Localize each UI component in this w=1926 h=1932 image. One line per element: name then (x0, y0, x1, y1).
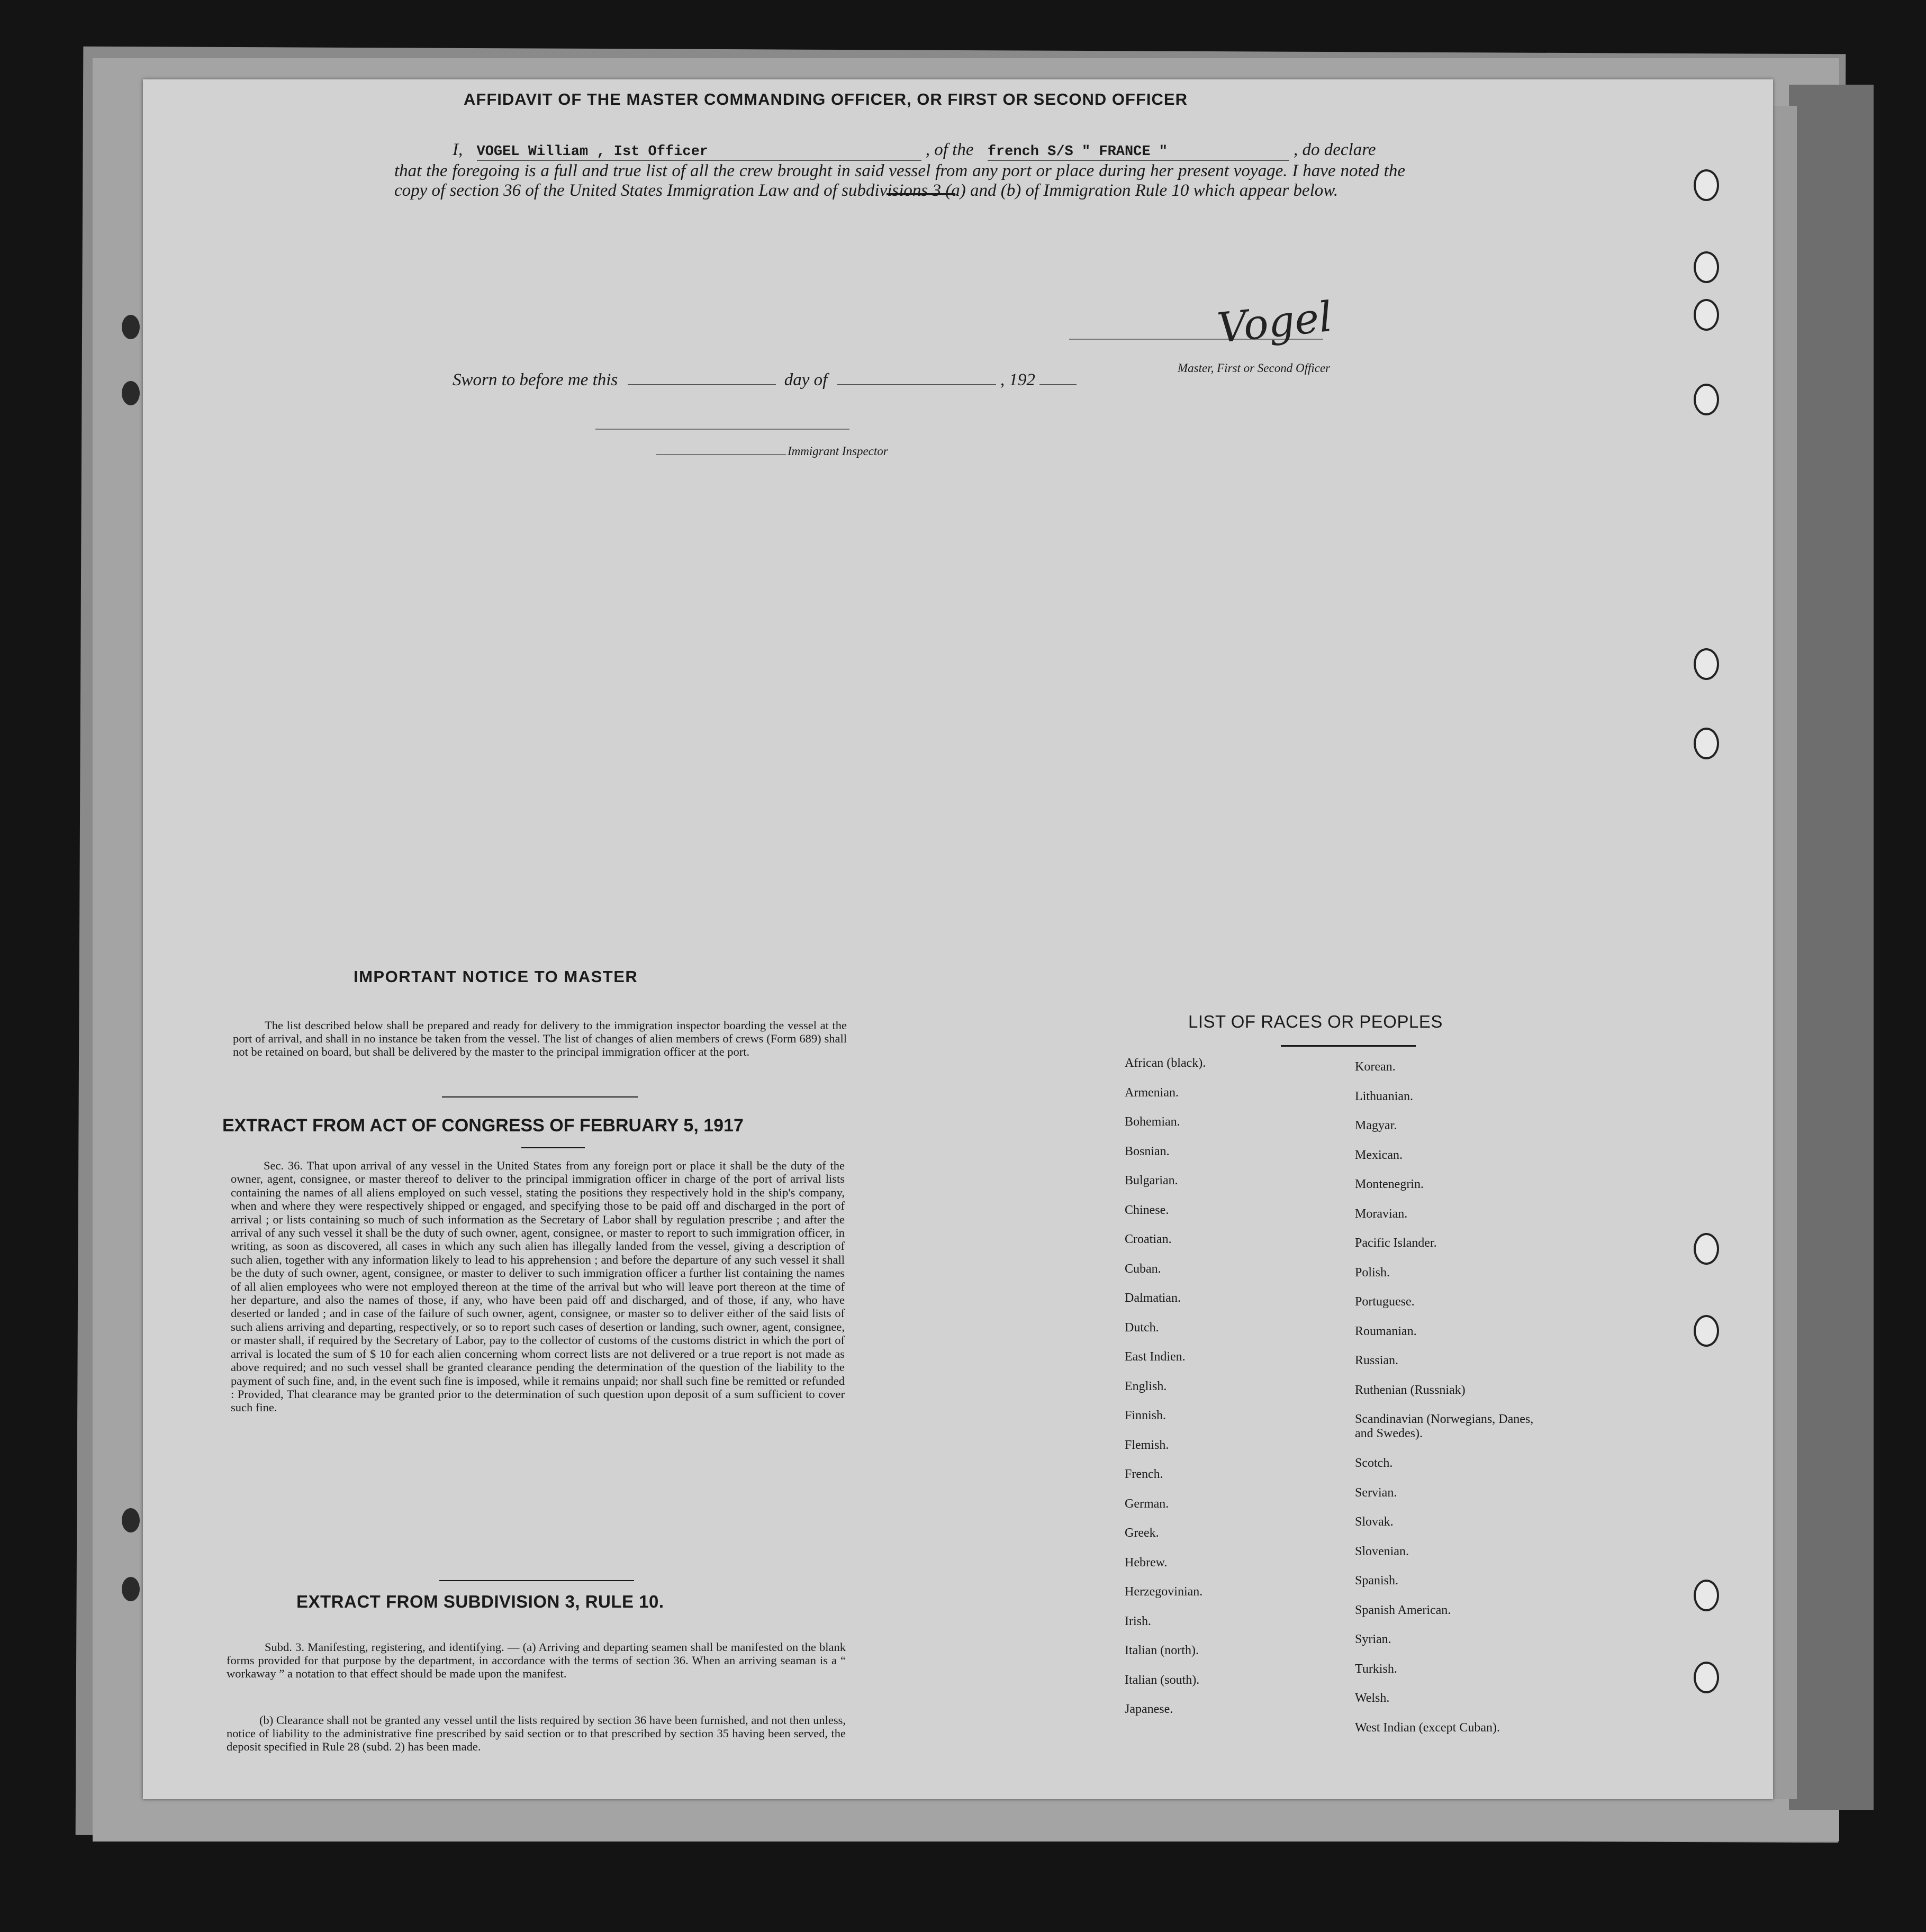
race-item: Italian (north). (1125, 1644, 1199, 1657)
race-item: Dutch. (1125, 1320, 1159, 1335)
races-title: LIST OF RACES OR PEOPLES (1188, 1012, 1443, 1031)
race-item: African (black). (1125, 1056, 1206, 1070)
affidavit-body: that the foregoing is a full and true list of all the crew brought in said vessel from any port or place during her present voyage. I have noted the copy of section 36 of the United States Immigration Law and of subdivisions 3 (a) and (b) of Immigration Rule 10 which appear below. (394, 161, 1405, 200)
race-item: Mexican. (1355, 1148, 1403, 1162)
vessel-field (988, 140, 1289, 161)
race-item: East Indien. (1125, 1350, 1186, 1364)
race-item: Irish. (1125, 1614, 1151, 1628)
inspector-caption: Immigrant Inspector (788, 445, 888, 458)
vessel-name: french S/S " FRANCE " (987, 144, 1168, 160)
notice-body: The list described below shall be prepared and ready for delivery to the immigration inspector boarding the vessel at the port of arrival, and shall in no instance be taken from the vessel. The list of changes of alien members of crews (Form 689) shall not be retained on board, but shall be delivered by the master to the principal immigration officer at the port. (233, 1019, 847, 1058)
inspector-caption-line (656, 454, 786, 455)
act-extract-body: Sec. 36. That upon arrival of any vessel in the United States from any foreign port or place it shall be the duty of the owner, agent, consignee, or master thereof to deliver to the principal immigration officer in charge of the port of arrival lists containing the names of all aliens employed on such vessel, stating the positions they respectively hold in the ship's company, when and where they were respectively shipped or engaged, and specifying those to be paid off and discharged in the port of arrival ; or lists containing so much of such information as the Secretary of Labor shall by regulation prescribe ; and after the arrival of any such vessel it shall be the duty of such owner, agent, consignee, or master to report to such immigration officer, in writing, as soon as discovered, all cases in which any such alien has illegally landed from the vessel, giving a description of such alien, together with any information likely to lead to his apprehension ; and before the departure of any such vessel it shall be the duty of such owner, agent, consignee, or master to deliver to such immigration officer a further list containing the names of all alien employees who were not employed thereon at the time of the arrival but who will leave port thereon at the time of her departure, and also the names of those, if any, who have been paid off and discharged, and of those, if any, who have deserted or landed ; and in case of the failure of such owner, agent, consignee, or master so to deliver either of the said lists of such aliens arriving and departing, respectively, or so to report such cases of desertion or landing, such owner, agent, consignee, or master shall, if required by the Secretary of Labor, pay to the collector of customs of the customs district in which the port of arrival is located the sum of $ 10 for each alien concerning whom correct lists are not delivered or a true report is not made as above required; and no such vessel shall be granted clearance pending the determination of the question of the liability to the payment of such fine, and, in the event such fine is imposed, while it remains unpaid; nor shall such fine be remitted or refunded : Provided, That clearance may be granted prior to the determination of such question upon deposit of a sum sufficient to cover such fine. (231, 1159, 845, 1414)
race-item: Italian (south). (1125, 1673, 1200, 1687)
race-item: Japanese. (1125, 1702, 1173, 1716)
race-item: Chinese. (1125, 1203, 1169, 1217)
notice-title: IMPORTANT NOTICE TO MASTER (354, 967, 638, 986)
races-column-2 (1355, 1060, 1551, 1750)
race-item: Spanish American. (1355, 1603, 1451, 1617)
race-item: Ruthenian (Russniak) (1355, 1383, 1466, 1397)
races-title-underline (1281, 1045, 1416, 1047)
sheet-edge (1789, 85, 1874, 1810)
race-item: Dalmatian. (1125, 1291, 1181, 1305)
act-extract-title: EXTRACT FROM ACT OF CONGRESS OF FEBRUARY 5, 1917 (222, 1115, 744, 1136)
race-item: Roumanian. (1355, 1324, 1417, 1338)
race-item: Moravian. (1355, 1207, 1408, 1221)
race-item: Servian. (1355, 1485, 1397, 1500)
race-item: Finnish. (1125, 1409, 1167, 1422)
race-item: Greek. (1125, 1526, 1159, 1540)
race-item: Bulgarian. (1125, 1174, 1178, 1187)
day-of-label: day of (784, 370, 828, 389)
affidavit-declaration-line (453, 140, 1376, 161)
rule-extract-title: EXTRACT FROM SUBDIVISION 3, RULE 10. (296, 1592, 664, 1611)
act-title-underline (521, 1147, 585, 1148)
race-item: Croatian. (1125, 1232, 1172, 1246)
declare-label: , do declare (1293, 140, 1376, 159)
race-item: Montenegrin. (1355, 1177, 1424, 1191)
of-the-label: , of the (925, 140, 974, 159)
race-item: Welsh. (1355, 1691, 1390, 1705)
sworn-label: Sworn to before me this (453, 370, 618, 389)
officer-name: VOGEL William , Ist Officer (476, 144, 708, 160)
inspector-signature-line (595, 429, 849, 430)
race-item: Spanish. (1355, 1574, 1399, 1588)
officer-signature: Vogel (1215, 293, 1335, 353)
race-item: Korean. (1355, 1060, 1396, 1074)
race-item: Cuban. (1125, 1262, 1161, 1276)
race-item: Polish. (1355, 1265, 1390, 1280)
rule-extract-para-b: (b) Clearance shall not be granted any vessel until the lists required by section 36 have been furnished, and not then unless, notice of liability to the administrative fine prescribed by said section or to that prescribed by section 35 having been served, the deposit specified in Rule 28 (subd. 2) has been made. (227, 1713, 846, 1753)
race-item: Hebrew. (1125, 1555, 1168, 1570)
race-item: Pacific Islander. (1355, 1236, 1437, 1250)
rule-extract-para-a: Subd. 3. Manifesting, registering, and identifying. — (a) Arriving and departing seamen shall be manifested on the blank forms provided for that purpose by the department, in accordance with the terms of section 36. When an arriving seaman is a “ workaway ” a notation to that effect should be made upon the manifest. (227, 1640, 846, 1680)
races-column-1 (1125, 1056, 1336, 1732)
race-item: Slovenian. (1355, 1544, 1409, 1558)
affidavit-title: AFFIDAVIT OF THE MASTER COMMANDING OFFICER, OR FIRST OR SECOND OFFICER (464, 90, 1188, 108)
race-item: Magyar. (1355, 1119, 1397, 1132)
race-item: Bosnian. (1125, 1144, 1170, 1158)
race-item: Syrian. (1355, 1632, 1391, 1646)
race-item: French. (1125, 1467, 1163, 1481)
race-item: Russian. (1355, 1354, 1399, 1367)
sworn-year-field (1039, 384, 1077, 385)
race-item: West Indian (except Cuban). (1355, 1720, 1500, 1735)
signature-caption: Master, First or Second Officer (1178, 361, 1331, 375)
race-item: Turkish. (1355, 1662, 1397, 1676)
race-item: Lithuanian. (1355, 1089, 1413, 1103)
race-item: Portuguese. (1355, 1295, 1415, 1309)
section-divider (442, 1096, 638, 1097)
race-item: Slovak. (1355, 1515, 1394, 1529)
race-item: Bohemian. (1125, 1115, 1180, 1129)
race-item: German. (1125, 1496, 1169, 1511)
race-item: Armenian. (1125, 1085, 1179, 1100)
officer-name-field (477, 140, 921, 161)
race-item: Scotch. (1355, 1456, 1393, 1470)
race-item: Scandinavian (Norwegians, Danes, and Swedes). (1355, 1412, 1534, 1440)
section-divider (439, 1580, 634, 1581)
year-label: , 192 (1000, 370, 1035, 389)
race-item: English. (1125, 1379, 1167, 1393)
sworn-line (453, 370, 1077, 390)
race-item: Herzegovinian. (1125, 1585, 1203, 1599)
sworn-month-field (837, 384, 996, 385)
race-item: Flemish. (1125, 1438, 1169, 1452)
sworn-day-field (628, 384, 776, 385)
i-label: I, (453, 140, 463, 159)
